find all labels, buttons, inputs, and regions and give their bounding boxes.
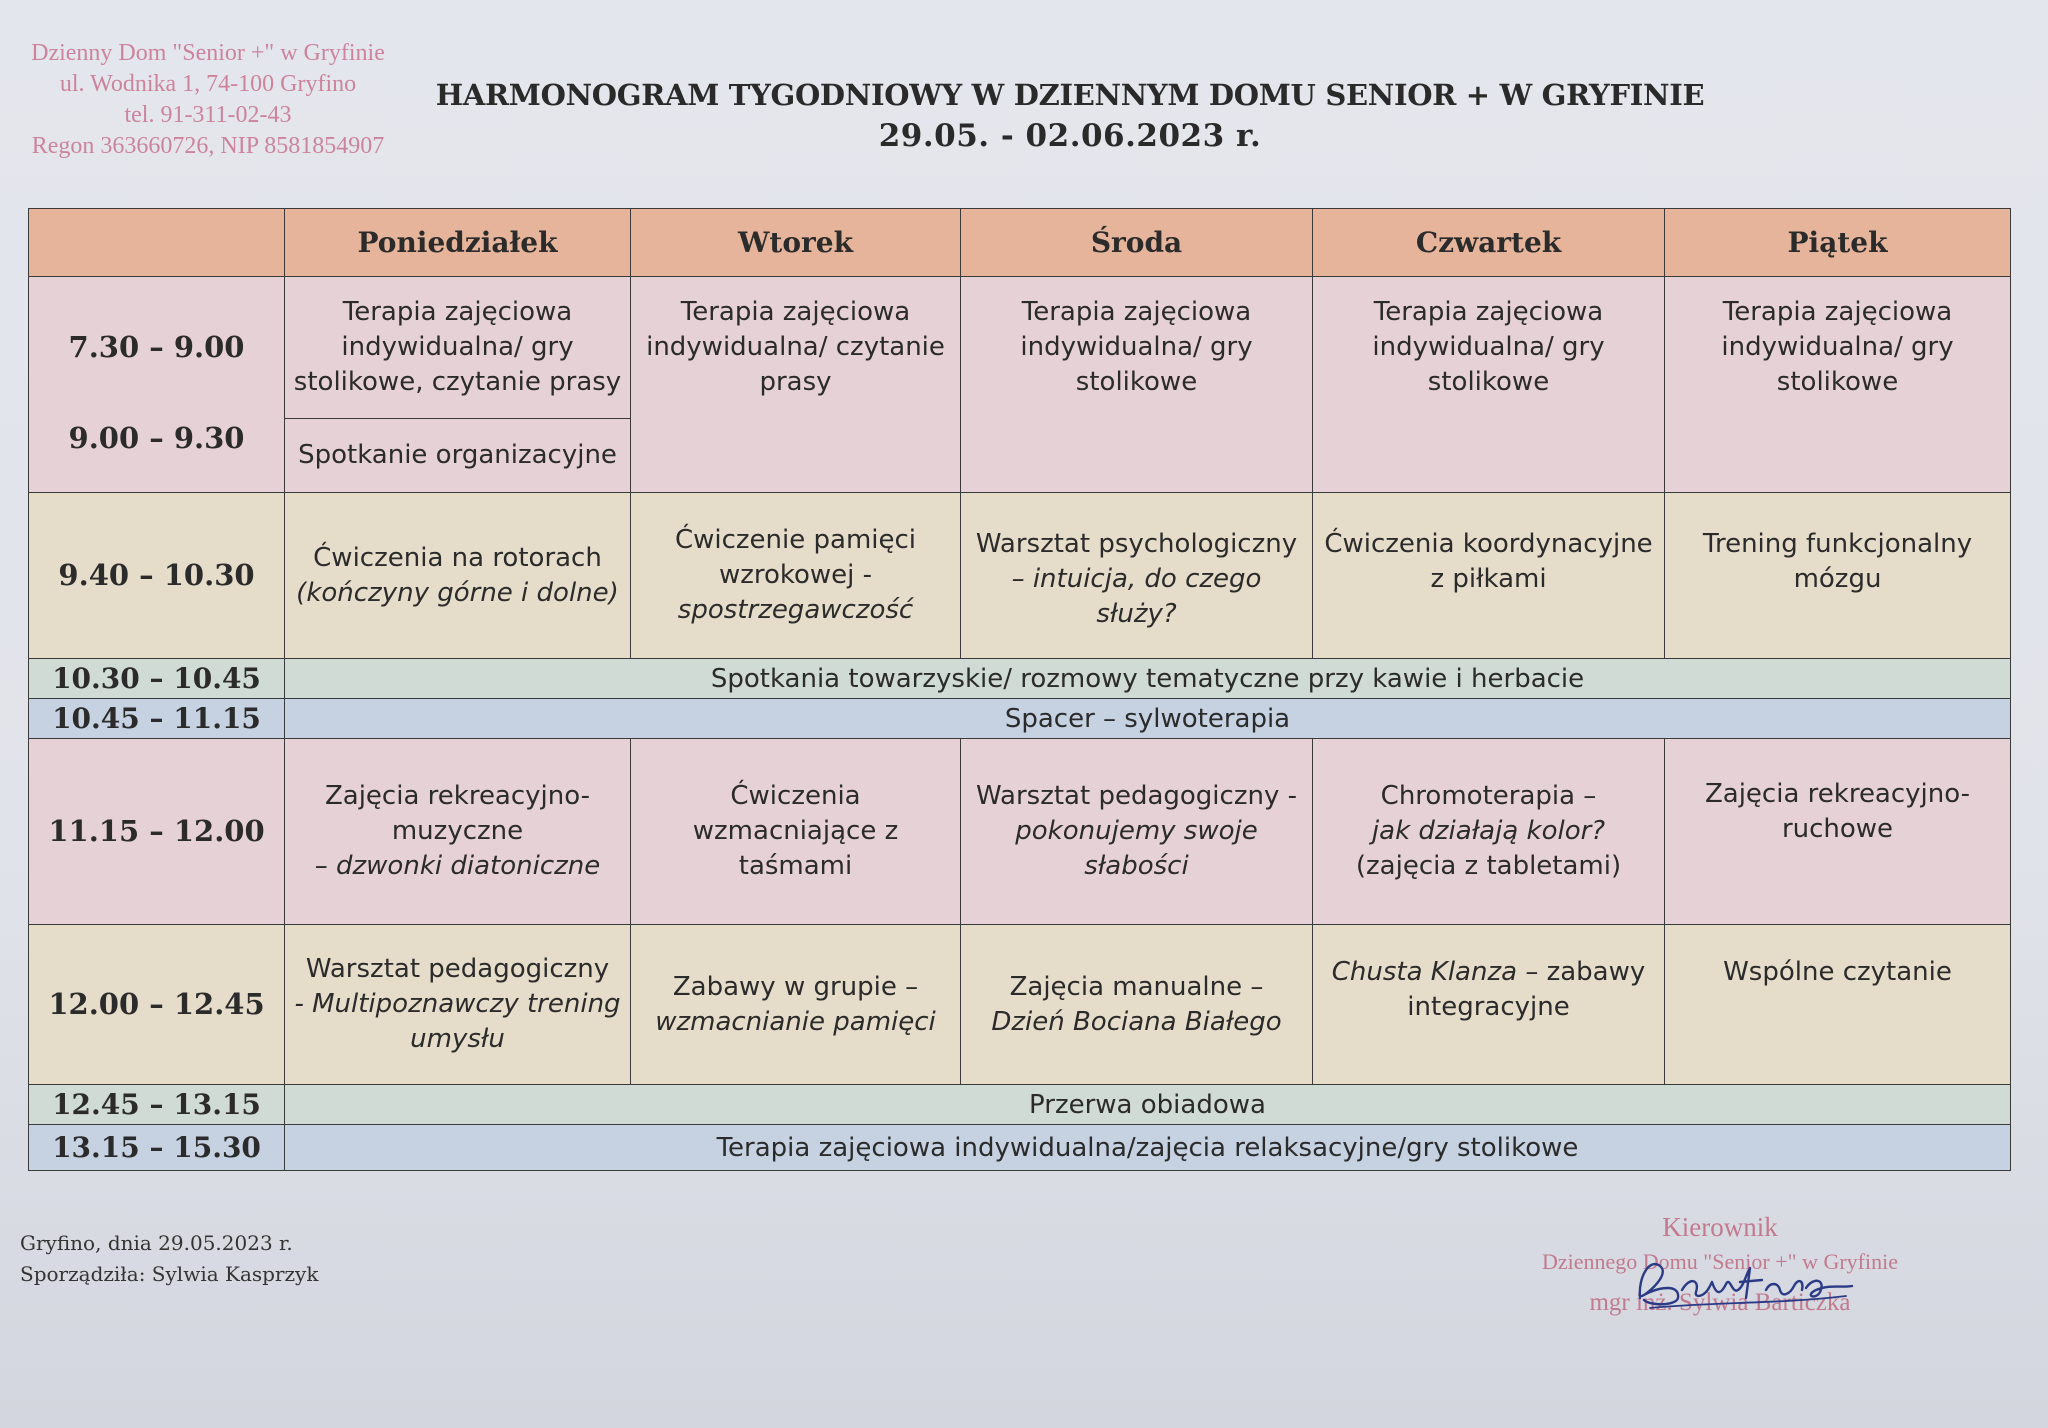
table-row [29, 659, 2011, 699]
lunch-cell: Przerwa obiadowa [285, 1085, 2011, 1125]
time-cell-1115: 11.15 – 12.00 [29, 739, 285, 925]
activity-text: Warsztat pedagogiczny - [976, 781, 1297, 811]
table-row [29, 493, 2011, 659]
cell-tue-0940 [631, 493, 961, 659]
activity-detail: jak działają kolor? [1371, 816, 1606, 846]
time-cell-1045: 10.45 – 11.15 [29, 699, 285, 739]
document-footer [20, 1228, 318, 1290]
activity-text: Ćwiczenia na rotorach [313, 542, 602, 573]
time-cell-1200: 12.00 – 12.45 [29, 925, 285, 1085]
cell-mon-0940 [285, 493, 631, 659]
cell-fri-0940: Trening funkcjonalny mózgu [1665, 493, 2011, 659]
cell-fri-0730: Terapia zajęciowa indywidualna/ gry stolikowe [1665, 277, 2011, 493]
cell-mon-1200 [285, 925, 631, 1085]
activity-detail: – intuicja, do czego służy? [1011, 564, 1262, 629]
table-row [29, 277, 2011, 419]
place-and-date: Gryfino, dnia 29.05.2023 r. [20, 1231, 293, 1255]
walk-cell: Spacer – sylwoterapia [285, 699, 2011, 739]
handwritten-signature [1620, 1246, 1860, 1316]
day-header-monday: Poniedziałek [285, 209, 631, 277]
prepared-by: Sporządziła: Sylwia Kasprzyk [20, 1262, 319, 1286]
time-cell-1315: 13.15 – 15.30 [29, 1125, 285, 1171]
activity-detail: pokonujemy swoje słabości [1015, 816, 1258, 881]
table-row [29, 739, 2011, 925]
cell-thu-0730: Terapia zajęciowa indywidualna/ gry stolikowe [1313, 277, 1665, 493]
title-dates: 29.05. - 02.06.2023 r. [878, 118, 1262, 154]
cell-tue-1200 [631, 925, 961, 1085]
time-cell-1030: 10.30 – 10.45 [29, 659, 285, 699]
activity-detail: spostrzegawczość [677, 595, 914, 625]
cell-mon-1115 [285, 739, 631, 925]
cell-tue-0730: Terapia zajęciowa indywidualna/ czytanie prasy [631, 277, 961, 493]
activity-text: Zabawy w grupie – [672, 971, 919, 1002]
activity-text: Warsztat psychologiczny [975, 529, 1298, 559]
table-row [29, 699, 2011, 739]
cell-tue-1115: Ćwiczenia wzmacniające z taśmami [631, 739, 961, 925]
signature-role: Kierownik [1662, 1212, 1778, 1242]
table-row [29, 1085, 2011, 1125]
activity-detail: Dzień Bociana Białego [991, 1006, 1282, 1037]
cell-wed-0940 [961, 493, 1313, 659]
activity-detail: – dzwonki diatoniczne [314, 851, 601, 881]
table-header-row [29, 209, 2011, 277]
cell-thu-0940: Ćwiczenia koordynacyjne z piłkami [1313, 493, 1665, 659]
activity-note: (zajęcia z tabletami) [1355, 851, 1622, 881]
day-header-tuesday: Wtorek [631, 209, 961, 277]
activity-detail: - Multipoznawczy trening umysłu [294, 989, 621, 1054]
signature-name: mgr inż. Sylwia Barticzka [1589, 1289, 1851, 1316]
stamp-address: ul. Wodnika 1, 74-100 Gryfino [59, 71, 357, 97]
activity-detail: (kończyny górne i dolne) [296, 577, 619, 608]
stamp-name: Dzienny Dom "Senior +" w Gryfinie [31, 40, 385, 66]
signature-unit: Dziennego Domu "Senior +" w Gryfinie [1541, 1249, 1899, 1274]
time-cell-0900: 9.00 – 9.30 [29, 419, 285, 493]
weekly-schedule-table [28, 208, 2011, 1171]
cell-mon-0900: Spotkanie organizacyjne [285, 419, 631, 493]
signature-stamp [1500, 1212, 1940, 1317]
stamp-phone: tel. 91-311-02-43 [124, 102, 292, 128]
afternoon-cell: Terapia zajęciowa indywidualna/zajęcia relaksacyjne/gry stolikowe [285, 1125, 2011, 1171]
cell-wed-0730: Terapia zajęciowa indywidualna/ gry stolikowe [961, 277, 1313, 493]
activity-text: Zajęcia rekreacyjno-muzyczne [324, 781, 591, 846]
activity-text: Chromoterapia – [1380, 781, 1597, 811]
cell-thu-1115 [1313, 739, 1665, 925]
activity-text: Ćwiczenie pamięci wzrokowej - [674, 525, 917, 590]
coffee-break-cell: Spotkania towarzyskie/ rozmowy tematyczne przy kawie i herbacie [285, 659, 2011, 699]
cell-fri-1115: Zajęcia rekreacyjno-ruchowe [1665, 739, 2011, 925]
stamp-regon-nip: Regon 363660726, NIP 8581854907 [31, 133, 385, 159]
document-title [380, 78, 1760, 154]
time-cell-1245: 12.45 – 13.15 [29, 1085, 285, 1125]
day-header-friday: Piątek [1665, 209, 2011, 277]
day-header-thursday: Czwartek [1313, 209, 1665, 277]
cell-mon-0730: Terapia zajęciowa indywidualna/ gry stolikowe, czytanie prasy [285, 277, 631, 419]
time-cell-0730: 7.30 – 9.00 [29, 277, 285, 419]
cell-fri-1200: Wspólne czytanie [1665, 925, 2011, 1085]
activity-detail: Chusta Klanza [1331, 957, 1518, 987]
cell-wed-1200 [961, 925, 1313, 1085]
header-corner-cell [29, 209, 285, 277]
institution-stamp [18, 38, 398, 162]
table-row [29, 1125, 2011, 1171]
activity-text: Zajęcia manualne – [1009, 971, 1264, 1002]
activity-text: Warsztat pedagogiczny [305, 954, 610, 984]
activity-text: – zabawy integracyjne [1407, 957, 1646, 1022]
cell-thu-1200 [1313, 925, 1665, 1085]
table-row [29, 925, 2011, 1085]
title-text: HARMONOGRAM TYGODNIOWY W DZIENNYM DOMU SENIOR + W GRYFINIE [435, 78, 1705, 112]
time-cell-0940: 9.40 – 10.30 [29, 493, 285, 659]
cell-wed-1115 [961, 739, 1313, 925]
activity-detail: wzmacnianie pamięci [655, 1006, 936, 1037]
day-header-wednesday: Środa [961, 209, 1313, 277]
